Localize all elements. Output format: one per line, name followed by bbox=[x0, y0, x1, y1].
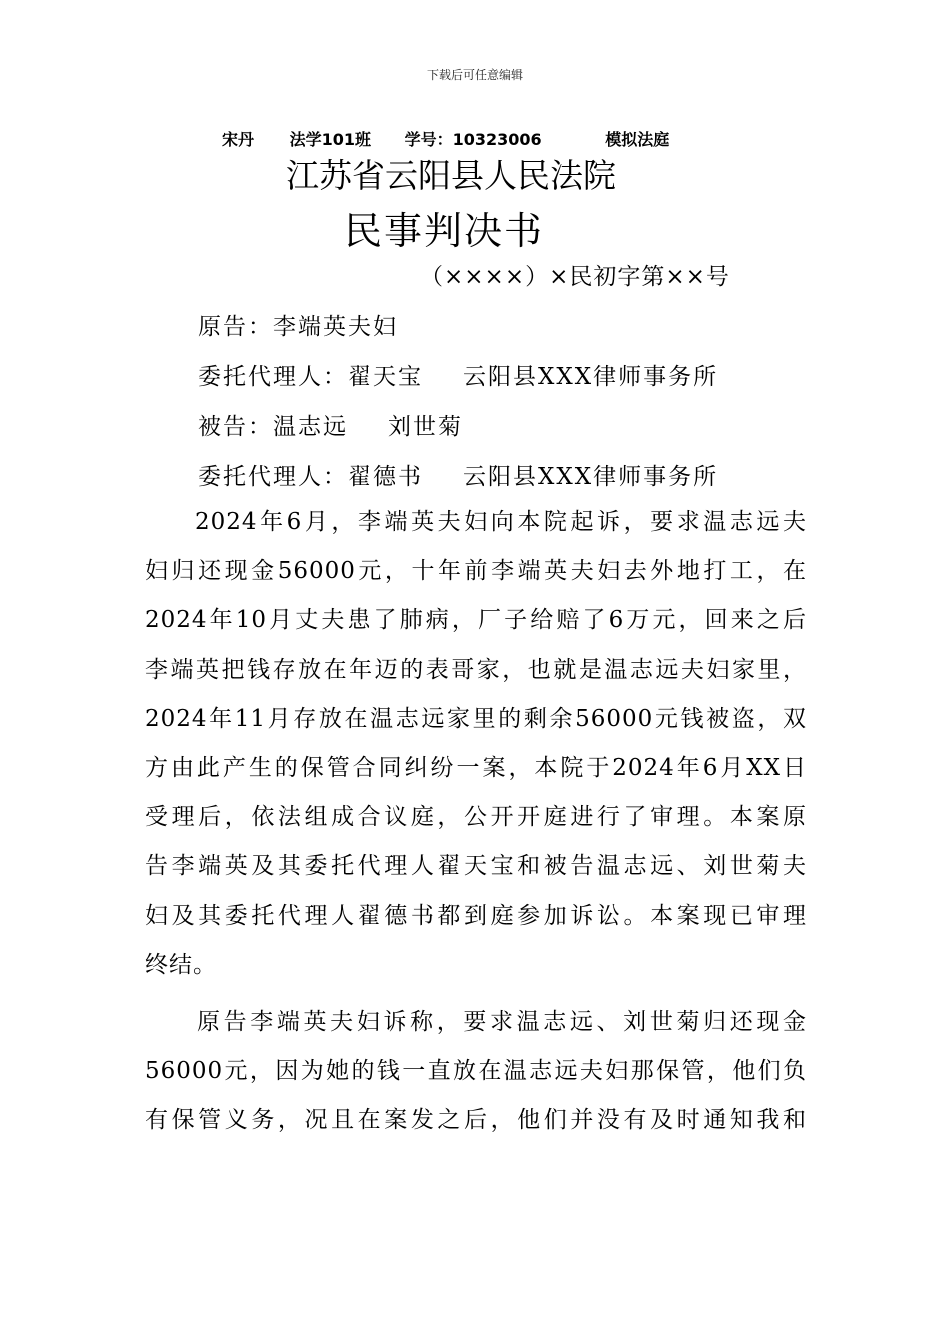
author-student-id: 学号：10323006 bbox=[404, 130, 542, 149]
paragraph-line: 终结。 bbox=[145, 951, 217, 978]
party-defendant-agent bbox=[198, 458, 718, 491]
party-extra: 云阳县XXX律师事务所 bbox=[463, 464, 719, 490]
party-value: 李端英夫妇 bbox=[273, 314, 398, 340]
paragraph-line: 2024年10月丈夫患了肺病，厂子给赔了6万元，回来之后 bbox=[145, 607, 807, 634]
paragraph-line: 2024年6月，李端英夫妇向本院起诉，要求温志远夫 bbox=[195, 509, 807, 535]
paragraph-line: 李端英把钱存放在年迈的表哥家，也就是温志远夫妇家里， bbox=[145, 656, 807, 683]
paragraph-line: 妇归还现金56000元，十年前李端英夫妇去外地打工，在 bbox=[145, 558, 807, 585]
party-value: 翟德书 bbox=[348, 464, 423, 490]
paragraph-line: 有保管义务，况且在案发之后，他们并没有及时通知我和 bbox=[145, 1107, 807, 1134]
party-label: 被告： bbox=[198, 414, 273, 440]
author-line bbox=[222, 127, 669, 150]
party-plaintiff-agent bbox=[198, 358, 718, 391]
paragraph-line: 原告李端英夫妇诉称，要求温志远、刘世菊归还现金 bbox=[197, 1009, 807, 1035]
paragraph-line: 56000元，因为她的钱一直放在温志远夫妇那保管，他们负 bbox=[145, 1058, 807, 1085]
party-label: 委托代理人： bbox=[198, 464, 348, 490]
party-value: 温志远 bbox=[273, 414, 348, 440]
party-plaintiff bbox=[198, 308, 398, 341]
party-label: 委托代理人： bbox=[198, 364, 348, 390]
case-number: （××××）×民初字第××号 bbox=[420, 264, 730, 290]
party-extra: 云阳县XXX律师事务所 bbox=[463, 364, 719, 390]
paragraph-plaintiff-claim bbox=[145, 998, 807, 1146]
author-class: 法学101班 bbox=[289, 130, 371, 149]
author-name: 宋丹 bbox=[222, 130, 255, 149]
paragraph-line: 告李端英及其委托代理人翟天宝和被告温志远、刘世菊夫 bbox=[145, 853, 807, 880]
paragraph-line: 方由此产生的保管合同纠纷一案，本院于2024年6月XX日 bbox=[145, 754, 807, 781]
header-note: 下载后可任意编辑 bbox=[426, 68, 523, 82]
party-value: 翟天宝 bbox=[348, 364, 423, 390]
paragraph-facts bbox=[145, 498, 807, 990]
paragraph-line: 受理后，依法组成合议庭，公开开庭进行了审理。本案原 bbox=[145, 804, 807, 831]
document-type-title: 民事判决书 bbox=[344, 209, 545, 253]
court-name: 江苏省云阳县人民法院 bbox=[286, 156, 616, 195]
party-extra: 刘世菊 bbox=[388, 414, 463, 440]
party-defendant bbox=[198, 408, 463, 441]
party-label: 原告： bbox=[198, 314, 273, 340]
author-course: 模拟法庭 bbox=[605, 130, 670, 149]
paragraph-line: 2024年11月存放在温志远家里的剩余56000元钱被盗，双 bbox=[145, 705, 807, 732]
paragraph-line: 妇及其委托代理人翟德书都到庭参加诉讼。本案现已审理 bbox=[145, 902, 807, 929]
